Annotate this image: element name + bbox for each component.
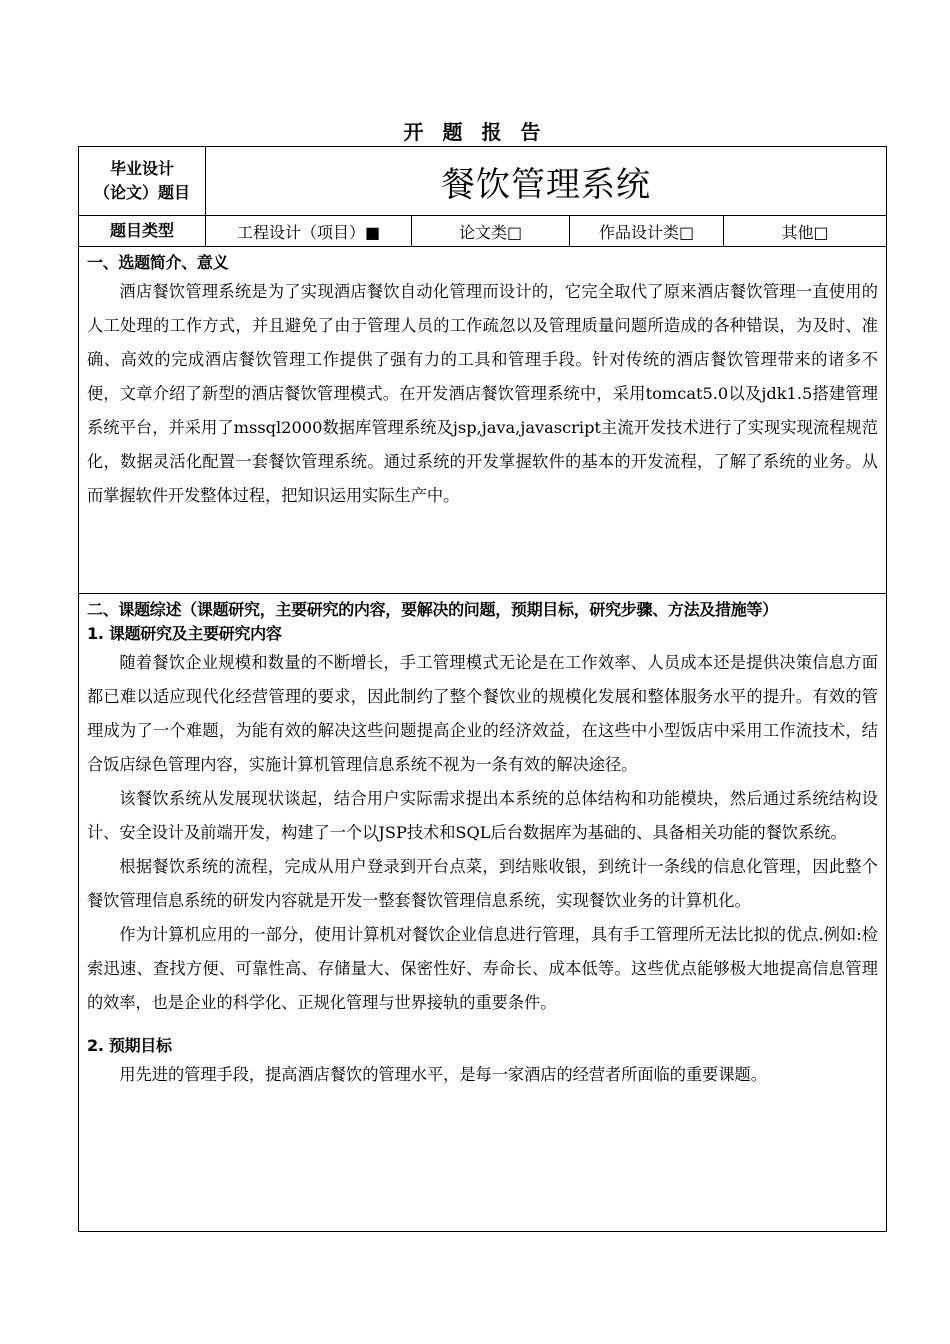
type-row (79, 216, 887, 247)
section-intro (79, 247, 887, 594)
section-intro-heading: 一、选题简介、意义 (87, 253, 229, 272)
research-content-heading: 1. 课题研究及主要研究内容 (87, 624, 282, 643)
section-intro-row (79, 247, 887, 594)
type-option-thesis: 论文类□ (412, 216, 570, 247)
type-option-work-design: 作品设计类□ (570, 216, 724, 247)
type-label: 题目类型 (79, 216, 206, 247)
proposal-form-table (78, 146, 887, 1232)
section-intro-paragraph: 酒店餐饮管理系统是为了实现酒店餐饮自动化管理而设计的，它完全取代了原来酒店餐饮管理一直使用的人工处理的工作方式，并且避免了由于管理人员的工作疏忽以及管理质量问题所造成的各种错误，为及时、准确、高效的完成酒店餐饮管理工作提供了强有力的工具和管理手段。针对传统的酒店餐饮管理带来的诸多不便，文章介绍了新型的酒店餐饮管理模式。在开发酒店餐饮管理系统中，采用tomcat5.0以及jdk1.5搭建管理系统平台，并采用了mssql2000数据库管理系统及jsp,java,javascript主流开发技术进行了实现实现流程规范化，数据灵活化配置一套餐饮管理系统。通过系统的开发掌握软件的基本的开发流程，了解了系统的业务。从而掌握软件开发整体过程，把知识运用实际生产中。 (87, 282, 878, 505)
research-paragraph: 随着餐饮企业规模和数量的不断增长，手工管理模式无论是在工作效率、人员成本还是提供决策信息方面都已难以适应现代化经营管理的要求，因此制约了整个餐饮业的规模化发展和整体服务水平的提升。有效的管理成为了一个难题，为能有效的解决这些问题提高企业的经济效益，在这些中小型饭店中采用工作流技术，结合饭店绿色管理内容，实施计算机管理信息系统不视为一条有效的解决途径。 (87, 653, 878, 774)
expected-goal-heading: 2. 预期目标 (87, 1036, 172, 1055)
type-option-engineering: 工程设计（项目）■ (206, 216, 412, 247)
research-paragraph: 根据餐饮系统的流程，完成从用户登录到开台点菜，到结账收银，到统计一条线的信息化管理，因此整个餐饮管理信息系统的研发内容就是开发一整套餐饮管理信息系统，实现餐饮业务的计算机化。 (87, 857, 878, 910)
topic-label-line1: 毕业设计 (109, 159, 174, 178)
research-paragraph: 作为计算机应用的一部分，使用计算机对餐饮企业信息进行管理，具有手工管理所无法比拟的优点.例如:检索迅速、查找方便、可靠性高、存储量大、保密性好、寿命长、成本低等。这些优点能够极大地提高信息管理的效率，也是企业的科学化、正规化管理与世界接轨的重要条件。 (87, 925, 878, 1012)
section-review-row (79, 594, 887, 1232)
section-review (79, 594, 887, 1232)
expected-goal-paragraph: 用先进的管理手段，提高酒店餐饮的管理水平，是每一家酒店的经营者所面临的重要课题。 (119, 1065, 767, 1084)
section-review-heading: 二、课题综述（课题研究，主要研究的内容，要解决的问题，预期目标，研究步骤、方法及措施等） (87, 600, 778, 619)
research-paragraph: 该餐饮系统从发展现状谈起，结合用户实际需求提出本系统的总体结构和功能模块，然后通过系统结构设计、安全设计及前端开发，构建了一个以JSP技术和SQL后台数据库为基础的、具备相关功能的餐饮系统。 (87, 789, 878, 842)
topic-value: 餐饮管理系统 (206, 147, 887, 216)
topic-label-line2: （论文）题目 (93, 183, 190, 202)
topic-row (79, 147, 887, 216)
paragraph-spacer (87, 1020, 878, 1034)
topic-label (79, 147, 206, 216)
type-option-other: 其他□ (724, 216, 887, 247)
report-title: 开 题 报 告 (403, 120, 547, 144)
